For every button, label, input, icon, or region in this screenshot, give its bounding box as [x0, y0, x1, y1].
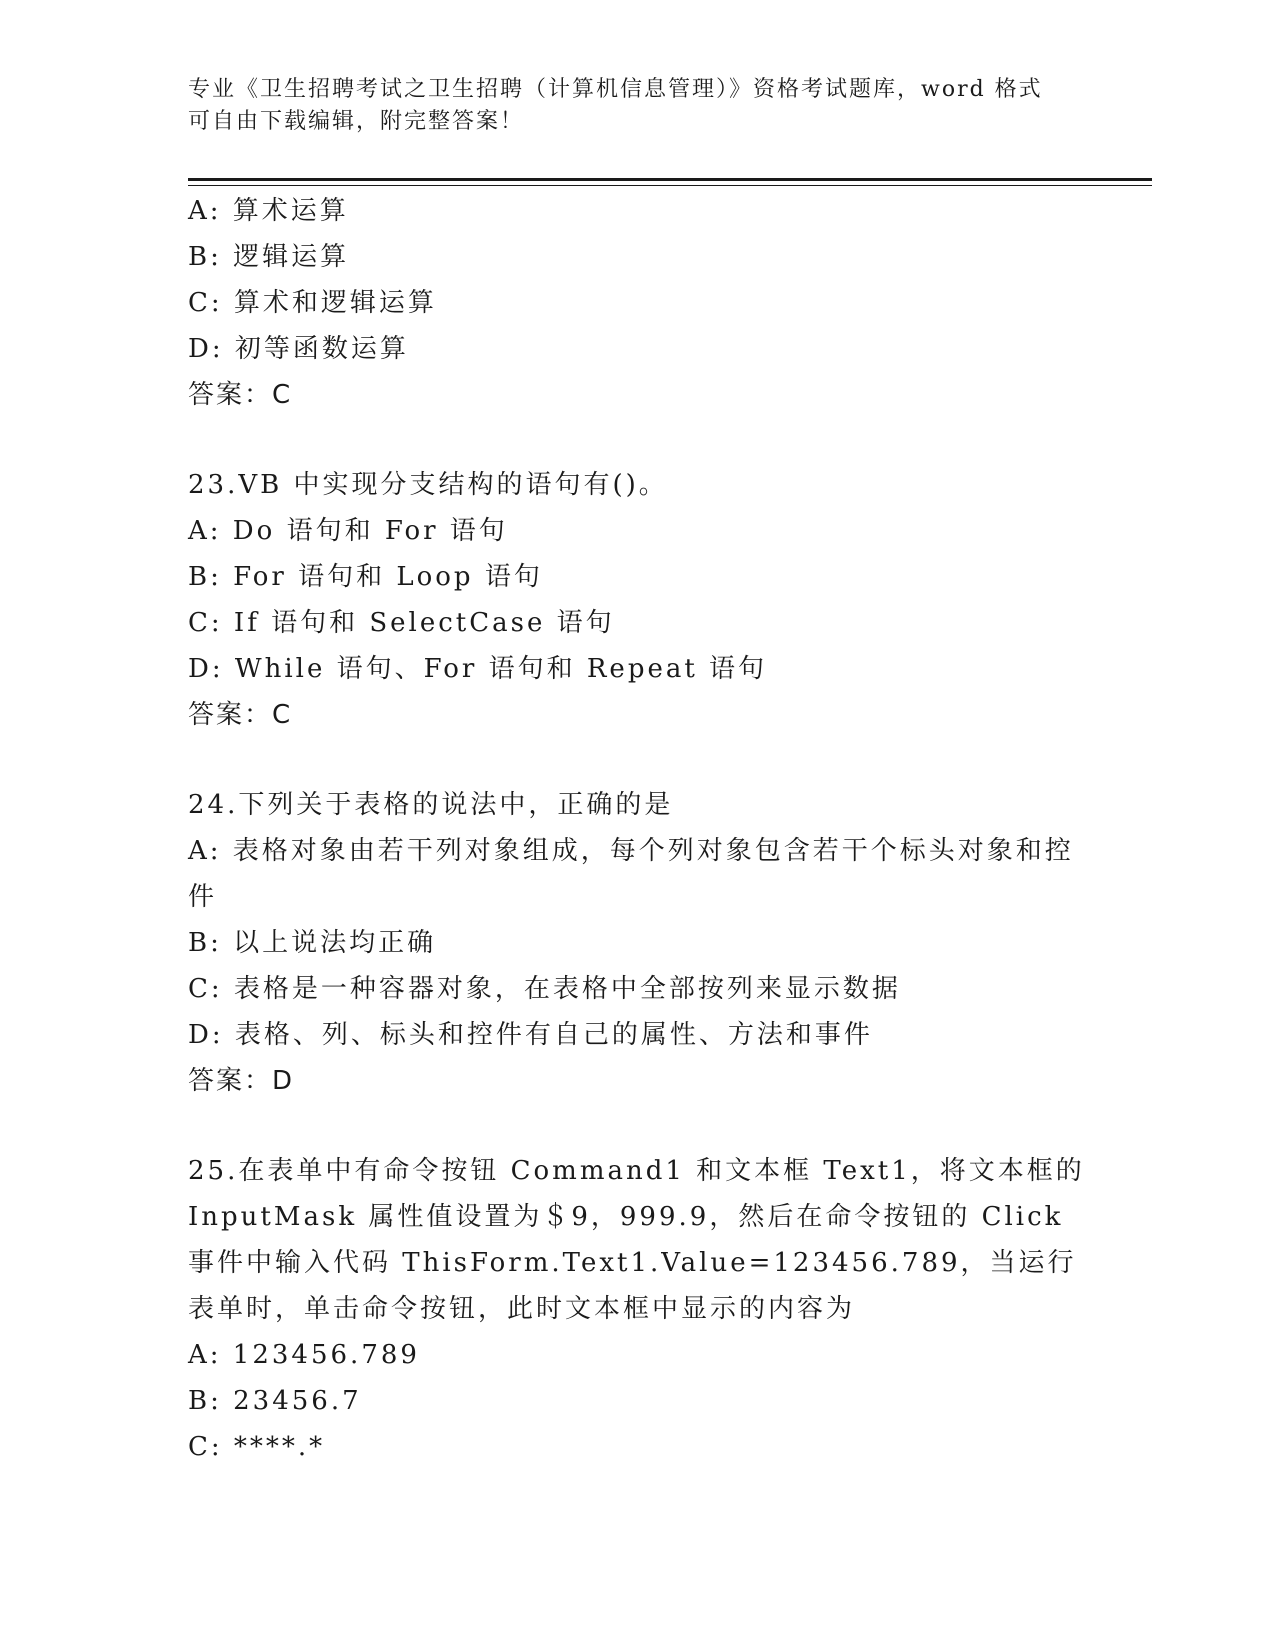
option-d: D: 初等函数运算 — [188, 334, 409, 364]
question-24 — [188, 782, 1088, 1104]
question-list — [188, 188, 1088, 1470]
option-b: B: 逻辑运算 — [188, 242, 350, 272]
question-23 — [188, 462, 1088, 738]
option-b: B: For 语句和 Loop 语句 — [188, 562, 543, 592]
spacer — [188, 738, 1088, 782]
answer-24: 答案：D — [188, 1066, 295, 1096]
option-d: D: While 语句、For 语句和 Repeat 语句 — [188, 654, 768, 684]
option-a: A: Do 语句和 For 语句 — [188, 516, 508, 546]
option-a: A: 表格对象由若干列对象组成，每个列对象包含若干个标头对象和控件 — [188, 836, 1074, 912]
option-b: B: 23456.7 — [188, 1386, 362, 1416]
option-c: C: ****.* — [188, 1432, 326, 1462]
question-25-text: 25.在表单中有命令按钮 Command1 和文本框 Text1，将文本框的 InputMask 属性值设置为＄9，999.9，然后在命令按钮的 Click 事件中输入代码 ThisForm.Text1.Value=123456.789，当运行表单时，单击命令按钮，此时文本框中显示的内容为 — [188, 1156, 1085, 1324]
spacer — [188, 1104, 1088, 1148]
header-divider — [188, 178, 1152, 181]
option-d: D: 表格、列、标头和控件有自己的属性、方法和事件 — [188, 1020, 873, 1050]
question-25 — [188, 1148, 1088, 1470]
answer-22: 答案：C — [188, 380, 293, 410]
option-c: C: 表格是一种容器对象，在表格中全部按列来显示数据 — [188, 974, 901, 1004]
answer-23: 答案：C — [188, 700, 293, 730]
question-23-text: 23.VB 中实现分支结构的语句有()。 — [188, 470, 668, 500]
question-22-options — [188, 188, 1088, 418]
header-title-line2: 可自由下载编辑，附完整答案！ — [188, 109, 525, 134]
option-a: A: 算术运算 — [188, 196, 349, 226]
option-c: C: 算术和逻辑运算 — [188, 288, 437, 318]
document-header — [188, 74, 1068, 138]
option-a: A: 123456.789 — [188, 1340, 420, 1370]
header-divider-thin — [188, 185, 1152, 186]
spacer — [188, 418, 1088, 462]
question-24-text: 24.下列关于表格的说法中，正确的是 — [188, 790, 674, 820]
option-b: B: 以上说法均正确 — [188, 928, 437, 958]
header-title-line1: 专业《卫生招聘考试之卫生招聘（计算机信息管理）》资格考试题库，word 格式 — [188, 77, 1043, 102]
option-c: C: If 语句和 SelectCase 语句 — [188, 608, 615, 638]
